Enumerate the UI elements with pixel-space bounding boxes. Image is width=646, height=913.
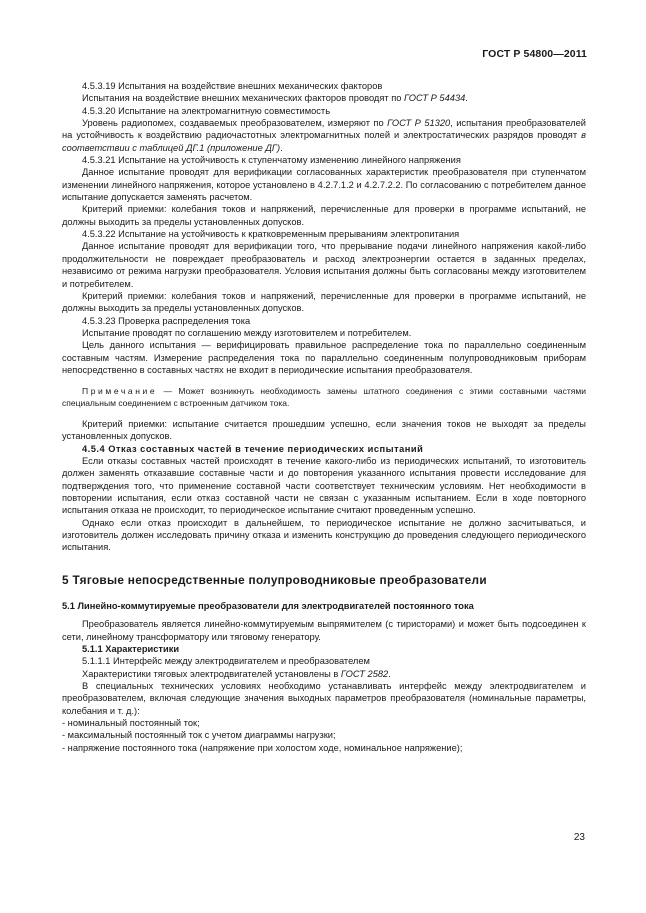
interface-requirements: В специальных технических условиях необходимо устанавливать интерфейс между электродвигателем и преобразователем, включая следующие значения выходных параметров преобразователя (номинальные параметры, колебания и т. д.): bbox=[62, 681, 586, 716]
clause-4-5-4-heading: 4.5.4 Отказ составных частей в течение периодических испытаний bbox=[82, 443, 424, 454]
acceptance-criterion: Критерий приемки: колебания токов и напряжений, перечисленные для проверки в программе испытаний, не должны выходить за пределы установленных допусков. bbox=[62, 204, 586, 227]
section-5-1-heading: 5.1 Линейно-коммутируемые преобразователи для электродвигателей постоянного тока bbox=[62, 600, 474, 611]
clause-5-1-1-1-text: Характеристики тяговых электродвигателей установлены в ГОСТ 2582. bbox=[82, 668, 391, 679]
list-item: - напряжение постоянного тока (напряжение при холостом ходе, номинальное напряжение); bbox=[62, 742, 463, 753]
clause-4-5-4-text: Если отказы составных частей происходят в течение какого-либо из периодических испытаний, то изготовитель должен заменять отказавшие составные части и до повторения указанного испытания провести исследование для подтверждения того, что применение составной части соответствует техническим условиям. Нет необходимости в повторении испытания, если отказ составной части не связан с указанным испытанием. Если в ходе повторного испытания отказа не происходит, то периодическое испытание считают проведенным успешно. bbox=[62, 455, 586, 516]
section-5-1-text: Преобразователь является линейно-коммутируемым выпрямителем (с тиристорами) и может быть подсоединен к сети, линейному трансформатору или тяговому генератору. bbox=[62, 619, 586, 642]
acceptance-criterion: Критерий приемки: испытание считается прошедшим успешно, если значения токов не выходят за пределы установленных допусков. bbox=[62, 418, 586, 442]
page-body bbox=[62, 80, 586, 754]
list-item: - номинальный постоянный ток; bbox=[62, 718, 200, 729]
clause-4-5-3-23-heading: 4.5.3.23 Проверка распределения тока bbox=[82, 315, 251, 326]
note-label: Примечание bbox=[82, 386, 158, 397]
clause-4-5-3-20-heading: 4.5.3.20 Испытание на электромагнитную совместимость bbox=[82, 105, 331, 116]
clause-4-5-3-23-text: Испытание проводят по соглашению между изготовителем и потребителем. bbox=[82, 327, 412, 338]
table-reference: в соответствии с таблицей ДГ.1 (приложение ДГ) bbox=[62, 130, 586, 153]
standard-reference: ГОСТ Р 51320 bbox=[387, 118, 451, 129]
clause-4-5-3-19-text: Испытания на воздействие внешних механических факторов проводят по ГОСТ Р 54434. bbox=[82, 93, 468, 104]
acceptance-criterion: Критерий приемки: колебания токов и напряжений, перечисленные для проверки в программе испытаний, не должны выходить за пределы установленных допусков. bbox=[62, 290, 586, 314]
clause-4-5-3-21-text: Данное испытание проводят для верификации согласованных характеристик преобразователя при ступенчатом изменении линейного напряжения, которое установлено в 4.2.7.1.2 и 4.2.7.2.2. По согласованию с потребителем данное испытание допускается заменять расчетом. bbox=[62, 167, 586, 203]
page-number: 23 bbox=[573, 832, 585, 843]
clause-4-5-3-19-heading: 4.5.3.19 Испытания на воздействие внешних механических факторов bbox=[82, 81, 383, 91]
standard-reference: ГОСТ Р 54434 bbox=[404, 93, 466, 104]
note: Примечание — Может возникнуть необходимость замены штатного соединения с этими составными частями специальным соединением с встроенным датчиком тока. bbox=[62, 386, 586, 409]
section-5-heading: 5 Тяговые непосредственные полупроводниковые преобразователи bbox=[62, 572, 487, 587]
document-header: ГОСТ Р 54800—2011 bbox=[482, 48, 587, 60]
clause-4-5-3-22-heading: 4.5.3.22 Испытание на устойчивость к кратковременным прерываниям электропитания bbox=[82, 229, 460, 240]
clause-4-5-3-23-purpose: Цель данного испытания — верифицировать правильное распределение тока по параллельно соединенным составным частям. Измерение распределения тока по параллельно соединенным полупроводниковым приборам непосредственно в составных частях не входит в периодические испытания преобразователя. bbox=[62, 340, 586, 375]
clause-4-5-3-20-text: Уровень радиопомех, создаваемых преобразователем, измеряют по ГОСТ Р 51320, испытания преобразователей на устойчивость к воздействию радиочастотных электромагнитных полей и электростатических разрядов проводят в соответствии с таблицей ДГ.1 (приложение ДГ). bbox=[62, 118, 586, 153]
standard-reference: ГОСТ 2582 bbox=[340, 668, 389, 679]
clause-5-1-1-1-heading: 5.1.1.1 Интерфейс между электродвигателем и преобразователем bbox=[82, 656, 370, 667]
clause-5-1-1-heading: 5.1.1 Характеристики bbox=[82, 644, 180, 654]
clause-4-5-3-22-text: Данное испытание проводят для верификации того, что прерывание подачи линейного напряжения какой-либо продолжительности не повреждает преобразователь и расход электроэнергии остается в заданных пределах, независимо от режима нагрузки преобразователя. Условия испытания должны быть согласованы между изготовителем и потребителем. bbox=[62, 241, 586, 289]
list-item: - максимальный постоянный ток с учетом диаграммы нагрузки; bbox=[62, 730, 336, 741]
clause-4-5-4-text-2: Однако если отказ происходит в дальнейшем, то периодическое испытание не должно засчитываться, и изготовитель должен исследовать причину отказа и изменить конструкцию до проведения следующего периодического испытания. bbox=[62, 517, 586, 553]
clause-4-5-3-21-heading: 4.5.3.21 Испытание на устойчивость к ступенчатому изменению линейного напряжения bbox=[82, 155, 461, 166]
